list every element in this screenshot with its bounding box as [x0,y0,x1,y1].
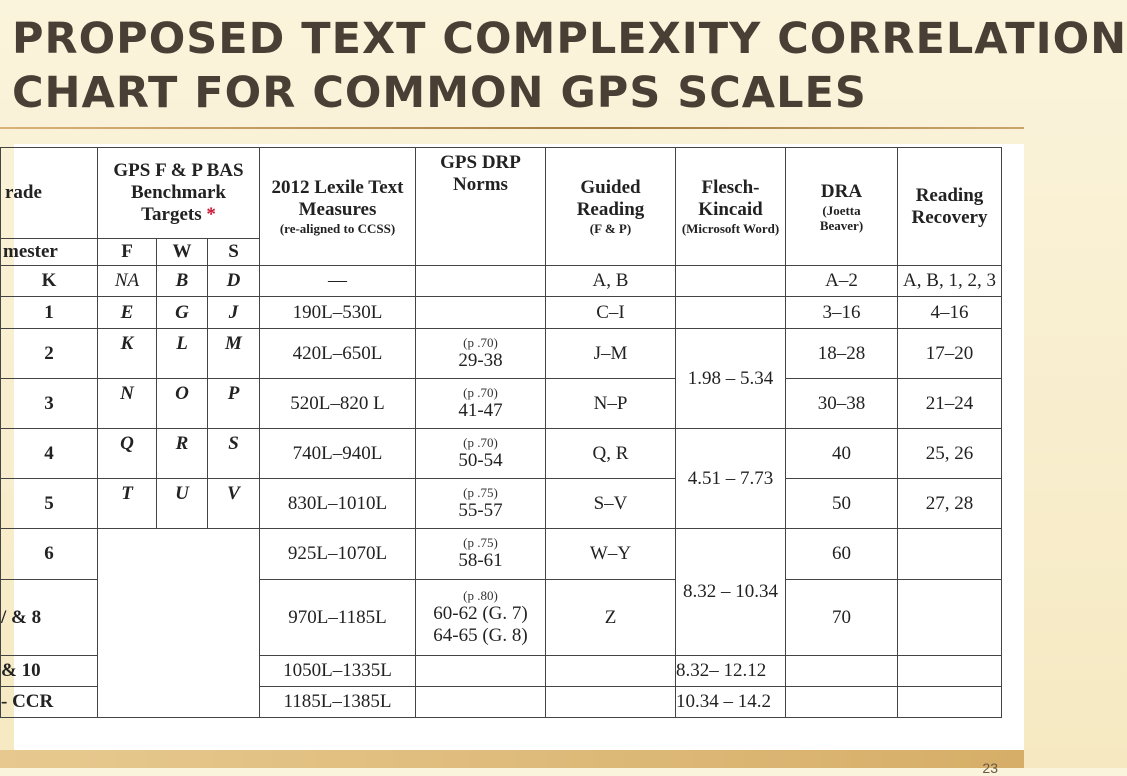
w-cell: O [157,379,208,429]
grade-cell: 1 [1,297,98,329]
dra-header-label: DRA [820,180,863,202]
gps-fp-header [98,148,260,239]
s-cell: M [208,329,260,379]
grade-cell: K [1,266,98,297]
dra-cell: A–2 [786,266,898,297]
gps-fp-header-line-1: GPS F & P BAS [113,160,244,181]
table-row [1,297,1002,329]
table-row [1,429,1002,479]
rr-cell: 25, 26 [898,429,1002,479]
drp-cell [416,297,546,329]
dra-header-sub-2: Beaver) [819,217,864,233]
table-row [1,266,1002,297]
bottom-band [0,750,1024,768]
flesch-cell: 10.34 – 14.2 [676,687,786,718]
grade-header: rade [1,148,98,239]
flesch-cell [676,297,786,329]
drp-value: 55-57 [458,499,503,521]
drp-header-line-2: Norms [453,174,508,195]
drp-p-value: (p .70) [463,434,498,450]
drp-cell [416,329,546,379]
lexile-cell: 740L–940L [260,429,416,479]
guided-cell: C–I [546,297,676,329]
f-cell: NA [98,266,157,297]
drp-cell [416,479,546,529]
guided-cell [546,687,676,718]
rr-cell: 27, 28 [898,479,1002,529]
flesch-cell: 1.98 – 5.34 [676,329,786,429]
lexile-cell: 925L–1070L [260,529,416,580]
w-cell: L [157,329,208,379]
table-row [1,329,1002,379]
semester-header: mester [1,239,98,266]
drp-p-value: (p .80) [463,587,498,603]
guided-cell: Q, R [546,429,676,479]
dra-cell: 30–38 [786,379,898,429]
drp-value: 29-38 [458,349,503,371]
grade-cell: & 10 [1,656,98,687]
gps-fp-header-line-2: Benchmark [131,182,226,203]
dra-cell: 40 [786,429,898,479]
lexile-header-line-2: Measures [298,199,377,220]
dra-header-sub-1: (Joetta [822,202,861,218]
w-cell: G [157,297,208,329]
flesch-cell: 8.32– 12.12 [676,656,786,687]
drp-value: 58-61 [458,550,503,571]
gps-fp-header-line-3: Targets [141,204,202,225]
drp-cell [416,379,546,429]
f-cell: T [98,479,157,529]
table-row [1,479,1002,529]
dra-cell: 50 [786,479,898,529]
rr-cell [898,656,1002,687]
grade-cell: 2 [1,329,98,379]
grade-cell: 3 [1,379,98,429]
guided-reading-header [546,148,676,266]
drp-cell [416,529,546,580]
flesch-header-sub: (Microsoft Word) [681,221,780,236]
rr-header-line-2: Recovery [911,206,988,228]
dra-cell: 60 [786,529,898,580]
flesch-cell: 4.51 – 7.73 [676,429,786,529]
flesch-cell [676,266,786,297]
grade-cell: / & 8 [1,580,98,656]
lexile-cell: 190L–530L [260,297,416,329]
f-cell: Q [98,429,157,479]
drp-value-line-2: 64-65 (G. 8) [433,624,528,646]
guided-cell: J–M [546,329,676,379]
lexile-cell: 970L–1185L [260,580,416,656]
rr-header-line-1: Reading [915,184,984,206]
drp-value: 41-47 [458,399,503,421]
table-row [1,529,1002,580]
s-header: S [208,239,260,266]
s-cell: P [208,379,260,429]
title-line-1: PROPOSED TEXT COMPLEXITY CORRELATION [12,14,1127,64]
lexile-header-line-1: 2012 Lexile Text [271,177,404,198]
flesch-header-line-2: Kincaid [698,199,763,220]
f-cell: K [98,329,157,379]
guided-header-line-1: Guided [580,177,641,198]
grade-cell: - CCR [1,687,98,718]
lexile-cell: — [260,266,416,297]
drp-cell [416,656,546,687]
guided-cell: Z [546,580,676,656]
lexile-cell: 520L–820 L [260,379,416,429]
drp-value: 50-54 [458,449,503,471]
rr-cell [898,580,1002,656]
f-cell: N [98,379,157,429]
guided-cell [546,656,676,687]
empty-benchmark-cell [98,529,260,718]
f-header: F [98,239,157,266]
guided-cell: A, B [546,266,676,297]
lexile-cell: 830L–1010L [260,479,416,529]
w-header: W [157,239,208,266]
s-cell: V [208,479,260,529]
lexile-header-sub: (re-aligned to CCSS) [279,221,396,236]
s-cell: J [208,297,260,329]
title-divider [0,127,1024,129]
drp-cell [416,687,546,718]
guided-header-sub: (F & P) [589,221,632,236]
grade-cell: 5 [1,479,98,529]
reading-recovery-header [898,148,1002,266]
dra-cell: 3–16 [786,297,898,329]
s-cell: S [208,429,260,479]
drp-value-line-1: 60-62 (G. 7) [433,602,528,624]
lexile-cell: 1050L–1335L [260,656,416,687]
rr-cell: 21–24 [898,379,1002,429]
title-line-2: CHART FOR COMMON GPS SCALES [12,68,867,118]
correlation-table [0,147,1002,718]
guided-cell: S–V [546,479,676,529]
drp-cell [416,266,546,297]
drp-cell [416,429,546,479]
dra-header [786,148,898,266]
rr-cell [898,529,1002,580]
rr-cell [898,687,1002,718]
page-title [12,12,1127,120]
drp-p-value: (p .70) [463,384,498,400]
rr-cell: 4–16 [898,297,1002,329]
drp-p-value: (p .70) [463,334,498,350]
table-row [1,379,1002,429]
drp-header-line-1: GPS DRP [440,152,521,173]
dra-cell [786,656,898,687]
dra-cell: 18–28 [786,329,898,379]
header-row-1 [1,148,1002,239]
f-cell: E [98,297,157,329]
s-cell: D [208,266,260,297]
rr-cell: 17–20 [898,329,1002,379]
guided-cell: N–P [546,379,676,429]
flesch-cell: 8.32 – 10.34 [676,529,786,656]
dra-cell: 70 [786,580,898,656]
drp-p-value: (p .75) [463,535,498,550]
lexile-cell: 420L–650L [260,329,416,379]
drp-p-value: (p .75) [463,484,498,500]
w-cell: B [157,266,208,297]
w-cell: R [157,429,208,479]
flesch-header-line-1: Flesch- [701,177,760,198]
table-panel [1,144,1024,750]
grade-cell: 6 [1,529,98,580]
lexile-header [260,148,416,266]
w-cell: U [157,479,208,529]
rr-cell: A, B, 1, 2, 3 [898,266,1002,297]
drp-header [416,148,546,266]
guided-header-line-2: Reading [576,199,645,220]
page-number: 23 [982,760,998,776]
lexile-cell: 1185L–1385L [260,687,416,718]
grade-cell: 4 [1,429,98,479]
drp-cell [416,580,546,656]
guided-cell: W–Y [546,529,676,580]
flesch-kincaid-header [676,148,786,266]
footnote-star: * [206,204,216,225]
dra-cell [786,687,898,718]
